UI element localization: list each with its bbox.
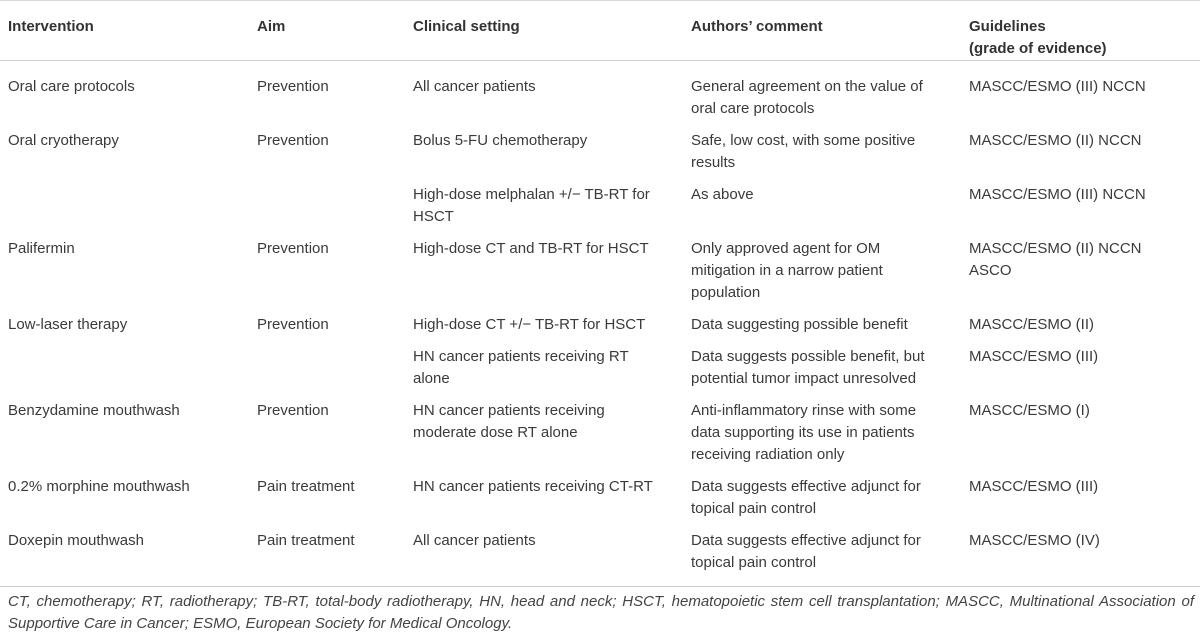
- cell-authors-comment: Data suggesting possible benefit: [691, 316, 908, 333]
- table-row: [0, 125, 1200, 179]
- header-intervention: Intervention: [0, 1, 257, 61]
- header-row: [0, 1, 1200, 61]
- cell-clinical-setting: HN cancer patients receiving CT-RT: [413, 478, 653, 495]
- cell-intervention: Oral care protocols: [8, 78, 135, 95]
- table-row: [0, 471, 1200, 525]
- cell-aim: [257, 179, 413, 233]
- cell-guidelines: MASCC/ESMO (II) NCCN ASCO: [969, 240, 1142, 279]
- cell-guidelines: MASCC/ESMO (III): [969, 478, 1099, 495]
- table-row: [0, 309, 1200, 341]
- cell-intervention: Palifermin: [8, 240, 75, 257]
- cell-intervention: Oral cryotherapy: [8, 132, 119, 149]
- cell-clinical-setting: HN cancer patients receiving RT alone: [413, 348, 629, 387]
- cell-aim: Prevention: [257, 78, 329, 95]
- cell-guidelines: MASCC/ESMO (II) NCCN: [969, 132, 1142, 149]
- table-row: [0, 233, 1200, 309]
- cell-clinical-setting: Bolus 5-FU chemotherapy: [413, 132, 588, 149]
- table-row: [0, 61, 1200, 126]
- cell-clinical-setting: All cancer patients: [413, 532, 536, 549]
- cell-guidelines: MASCC/ESMO (III) NCCN: [969, 186, 1146, 203]
- cell-aim: Prevention: [257, 240, 329, 257]
- cell-aim: [257, 341, 413, 395]
- cell-authors-comment: Data suggests effective adjunct for topical pain control: [691, 532, 921, 571]
- table-body: [0, 61, 1200, 580]
- table-row: [0, 525, 1200, 579]
- table-row: [0, 341, 1200, 395]
- cell-aim: Prevention: [257, 316, 329, 333]
- header-guidelines-line2: (grade of evidence): [969, 40, 1107, 57]
- cell-authors-comment: Anti-inflammatory rinse with some data supporting its use in patients receiving radiation only: [691, 402, 917, 463]
- cell-clinical-setting: All cancer patients: [413, 78, 536, 95]
- table-row: [0, 395, 1200, 471]
- cell-intervention: Doxepin mouthwash: [8, 532, 144, 549]
- table-row: [0, 179, 1200, 233]
- cell-aim: Prevention: [257, 132, 329, 149]
- table-footnote: CT, chemotherapy; RT, radiotherapy; TB-RT, total-body radiotherapy, HN, head and neck; HSCT, hematopoietic stem cell transplantation; MASCC, Multinational Association of Supportive Care in Cancer; ESMO, European Society for Medical Oncology.: [8, 593, 1194, 632]
- cell-aim: Pain treatment: [257, 532, 355, 549]
- cell-clinical-setting: High-dose CT and TB-RT for HSCT: [413, 240, 649, 257]
- cell-authors-comment: Safe, low cost, with some positive results: [691, 132, 916, 171]
- header-aim: Aim: [257, 1, 413, 61]
- cell-clinical-setting: High-dose melphalan +/− TB-RT for HSCT: [413, 186, 650, 225]
- cell-intervention: Benzydamine mouthwash: [8, 402, 180, 419]
- cell-guidelines: MASCC/ESMO (III) NCCN: [969, 78, 1146, 95]
- header-guidelines: [969, 1, 1200, 61]
- cell-guidelines: MASCC/ESMO (I): [969, 402, 1090, 419]
- cell-aim: Pain treatment: [257, 478, 355, 495]
- cell-authors-comment: As above: [691, 186, 754, 203]
- cell-clinical-setting: High-dose CT +/− TB-RT for HSCT: [413, 316, 646, 333]
- cell-guidelines: MASCC/ESMO (II): [969, 316, 1095, 333]
- cell-intervention: [0, 179, 257, 233]
- cell-intervention: [0, 341, 257, 395]
- table-header: [0, 1, 1200, 61]
- cell-authors-comment: General agreement on the value of oral care protocols: [691, 78, 923, 117]
- cell-clinical-setting: HN cancer patients receiving moderate dose RT alone: [413, 402, 605, 441]
- cell-aim: Prevention: [257, 402, 329, 419]
- cell-guidelines: MASCC/ESMO (III): [969, 348, 1099, 365]
- cell-authors-comment: Only approved agent for OM mitigation in a narrow patient population: [691, 240, 883, 301]
- cell-authors-comment: Data suggests effective adjunct for topical pain control: [691, 478, 921, 517]
- cell-guidelines: MASCC/ESMO (IV): [969, 532, 1100, 549]
- header-clinical-setting: Clinical setting: [413, 1, 691, 61]
- header-authors-comment: Authors’ comment: [691, 1, 969, 61]
- header-guidelines-line1: Guidelines: [969, 18, 1046, 35]
- footnote-rule: [0, 586, 1200, 587]
- cell-authors-comment: Data suggests possible benefit, but potential tumor impact unresolved: [691, 348, 925, 387]
- cell-intervention: 0.2% morphine mouthwash: [8, 478, 190, 495]
- cell-intervention: Low-laser therapy: [8, 316, 128, 333]
